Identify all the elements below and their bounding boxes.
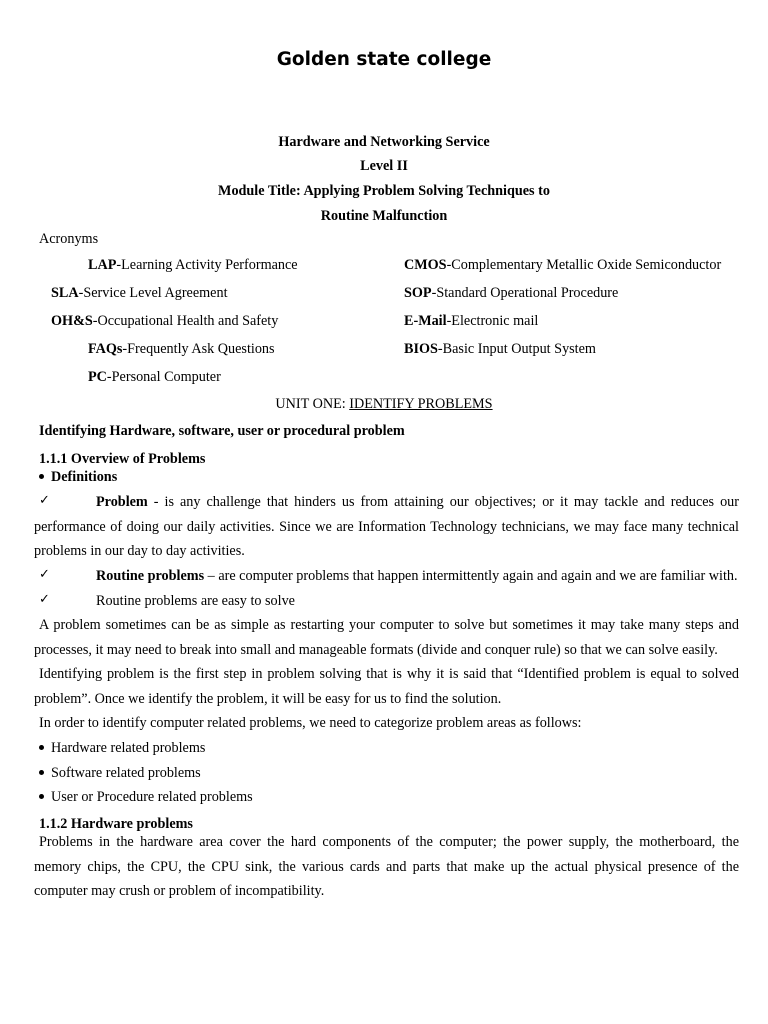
checkmark-icon: ✓ [39,493,50,508]
subsection-heading-1-1-2: 1.1.2 Hardware problems [39,816,193,832]
acronym-email: E-Mail-Electronic mail [404,313,539,329]
list-item: User or Procedure related problems [39,788,253,806]
acronym-sla: SLA-Service Level Agreement [51,285,228,301]
subsection-heading-1-1-1: 1.1.1 Overview of Problems [39,451,206,467]
section-heading: Identifying Hardware, software, user or procedural problem [39,423,405,439]
module-title-line2: Routine Malfunction [320,208,448,224]
college-title: Golden state college [276,49,492,70]
acronym-faqs: FAQs-Frequently Ask Questions [88,341,275,357]
bullet-icon [39,474,44,479]
checkmark-icon: ✓ [39,567,50,582]
bullet-icon [39,745,44,750]
paragraph-hardware-problems: Problems in the hardware area cover the hard components of the computer; the power supply, the motherboard, the memory chips, the CPU, the CPU sink, the various cards and parts that make up the actual physical presence of the computer may crush or problem of incompatibility. [34,834,739,899]
bullet-icon [39,794,44,799]
paragraph-identifying-problem: Identifying problem is the first step in problem solving that is why it is said that “Identified problem is equal to solved problem”. Once we identify the problem, it will be easy for us to find the solution. [34,666,739,707]
acronym-pc: PC-Personal Computer [88,369,221,385]
program-title: Hardware and Networking Service [278,134,490,150]
acronym-sop: SOP-Standard Operational Procedure [404,285,619,301]
acronym-lap: LAP-Learning Activity Performance [88,257,298,273]
list-item: Hardware related problems [39,739,205,757]
checkmark-icon: ✓ [39,592,50,607]
acronyms-heading: Acronyms [39,231,99,247]
acronym-ohs: OH&S-Occupational Health and Safety [51,313,279,329]
module-title-line1: Module Title: Applying Problem Solving Techniques to [218,183,550,199]
unit-heading: UNIT ONE: IDENTIFY PROBLEMS [275,396,493,412]
problem-definition: Problem - is any challenge that hinders us from attaining our objectives; or it may tackle and reduces our performance of doing our daily activities. Since we are Information Technology technicians, we may face many technical problems in our day to day activities. [34,494,739,559]
routine-problems-easy: Routine problems are easy to solve [96,593,295,609]
acronym-cmos: CMOS-Complementary Metallic Oxide Semiconductor [404,257,722,273]
list-item: Software related problems [39,764,201,782]
acronym-bios: BIOS-Basic Input Output System [404,341,596,357]
bullet-icon [39,770,44,775]
paragraph-categorize: In order to identify computer related problems, we need to categorize problem areas as follows: [39,715,582,731]
paragraph-simple-problem: A problem sometimes can be as simple as restarting your computer to solve but sometimes it may take many steps and processes, it may need to break into small and manageable formats (divide and conquer rule) so that we can solve easily. [34,617,739,658]
level-title: Level II [360,158,408,174]
definitions-bullet: Definitions [39,468,117,486]
routine-problems-definition: Routine problems – are computer problems that happen intermittently again and again and we are familiar with. [96,568,738,584]
